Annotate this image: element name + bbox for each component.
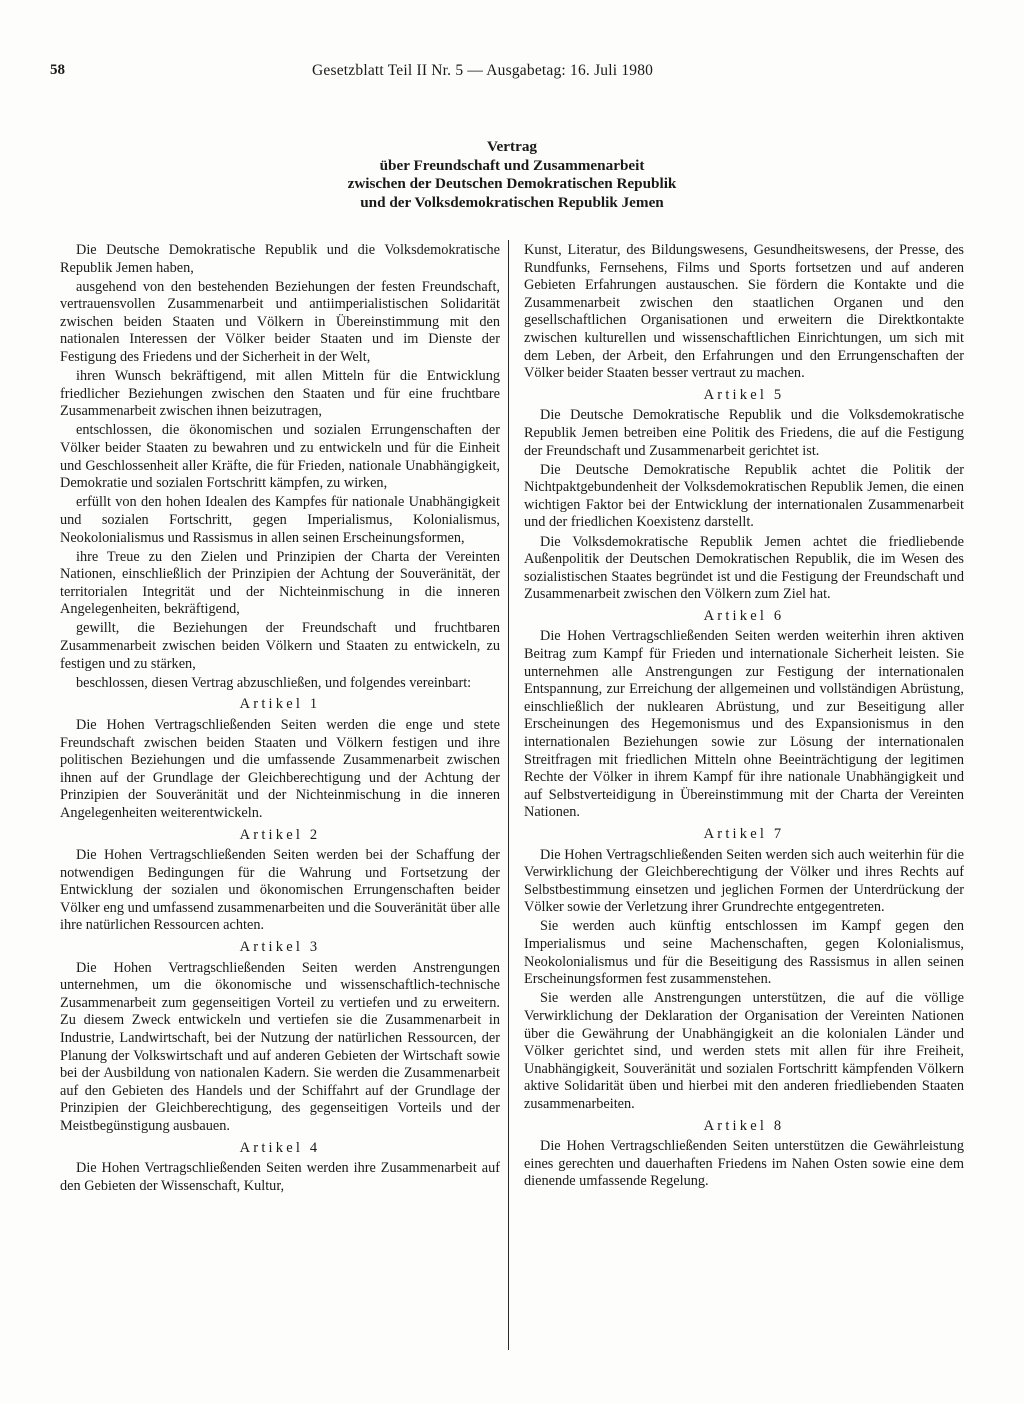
- right-column: [524, 242, 964, 1192]
- article-7-paragraph: Sie werden alle Anstrengungen unterstützen, die auf die völlige Verwirklichung der Deklaration der Organisation der Vereinten Nationen über die Gewährung der Unabhängigkeit an die kolonialen Länder und Völker gerichtet sind, und werden stets mit allen für ihre Freiheit, Unabhängigkeit, Souveränität und sozialen Fortschritt kämpfenden Völkern aktive Solidarität üben und hierbei mit den anderen friedliebenden Staaten zusammenarbeiten.: [524, 990, 964, 1112]
- preamble-paragraph: ihre Treue zu den Zielen und Prinzipien der Charta der Vereinten Nationen, einschließlich der Prinzipien der Achtung der Souveränität, der territorialen Integrität und der Nichteinmischung in die inneren Angelegenheiten, bekräftigend,: [60, 548, 500, 618]
- title-line-4: und der Volksdemokratischen Republik Jemen: [360, 193, 664, 211]
- article-1-text: Die Hohen Vertragschließenden Seiten werden die enge und stete Freundschaft zwischen beiden Staaten und Völkern festigen und ihre politischen Beziehungen und die umfassende Zusammenarbeit zwischen ihnen auf der Grundlage der Gleichberechtigung und der Achtung der Prinzipien der Souveränität und der Nichteinmischung in die inneren Angelegenheiten weiterentwickeln.: [60, 716, 500, 821]
- article-7-heading: Artikel 7: [703, 826, 785, 842]
- article-6-text: Die Hohen Vertragschließenden Seiten werden weiterhin ihren aktiven Beitrag zum Kampf für Frieden und internationale Sicherheit leisten. Sie unternehmen alle Anstrengungen zur Festigung der internationalen Entspannung, zur Erreichung der allgemeinen und vollständigen Abrüstung, einschließlich der nuklearen Abrüstung, und zur Beseitigung aller Erscheinungen des Hegemonismus und des Expansionismus in den internationalen Beziehungen sowie zur Lösung der internationalen Streitfragen mit friedlichen Mitteln ohne Beeinträchtigung der legitimen Rechte der Völker in ihrem Kampf für ihre nationale Unabhängigkeit und auf Selbstverteidigung in Übereinstimmung mit der Charta der Vereinten Nationen.: [524, 628, 964, 821]
- article-6-heading: Artikel 6: [703, 607, 785, 624]
- article-7-paragraph: Sie werden auch künftig entschlossen im Kampf gegen den Imperialismus und seine Machenschaften, gegen Kolonialismus, Neokolonialismus und für die Beseitigung des Rassismus in allen seinen Erscheinungsformen fest zusammenstehen.: [524, 918, 964, 988]
- article-2-heading: Artikel 2: [239, 826, 321, 843]
- article-8-text: Die Hohen Vertragschließenden Seiten unterstützen die Gewährleistung eines gerechten und dauerhaften Friedens im Nahen Osten sowie eine dem dienende umfassende Regelung.: [524, 1138, 964, 1190]
- page-header: [50, 62, 974, 82]
- running-head: Gesetzblatt Teil II Nr. 5 — Ausgabetag: 16. Juli 1980: [312, 62, 654, 79]
- article-3-text: Die Hohen Vertragschließenden Seiten werden Anstrengungen unternehmen, um die ökonomische und wissenschaftlich-technische Zusammenarbeit zum gegenseitigen Vorteil zu vertiefen und zu erweitern. Zu diesem Zweck entwickeln und vertiefen sie die Zusammenarbeit in Industrie, Landwirtschaft, bei der Nutzung der natürlichen Ressourcen, der Planung der Volkswirtschaft und auf anderen Gebieten der Wirtschaft sowie bei der Ausbildung von nationalen Kadern. Sie werden die Zusammenarbeit auf den Gebieten des Handels und der Schiffahrt auf der Grundlage der Prinzipien der Gleichberechtigung, des gegenseitigen Vorteils und der Meistbegünstigung ausbauen.: [60, 959, 500, 1134]
- column-divider: [508, 240, 509, 1350]
- preamble-paragraph: gewillt, die Beziehungen der Freundschaft und fruchtbaren Zusammenarbeit zwischen beiden Völkern und Staaten zu entwickeln, zu festigen und zu stärken,: [60, 620, 500, 672]
- treaty-title: [200, 138, 824, 212]
- preamble-paragraph: ausgehend von den bestehenden Beziehungen der festen Freundschaft, vertrauensvollen Zusammenarbeit und antiimperialistischen Solidarität zwischen beiden Staaten und Völkern in Übereinstimmung mit den nationalen Interessen der Völker beider Staaten und im Dienste der Festigung des Friedens und der Sicherheit in der Welt,: [60, 278, 500, 366]
- preamble-paragraph: erfüllt von den hohen Idealen des Kampfes für nationale Unabhängigkeit und sozialen Fortschritt, gegen Imperialismus, Kolonialismus, Neokolonialismus und Rassismus in allen seinen Erscheinungsformen,: [60, 494, 500, 546]
- left-column: [60, 242, 500, 1197]
- title-line-3: zwischen der Deutschen Demokratischen Republik: [347, 175, 677, 192]
- article-2-text: Die Hohen Vertragschließenden Seiten werden bei der Schaffung der notwendigen Bedingungen für die Wahrung und Fortsetzung der Entwicklung der sozialen und ökonomischen Errungenschaften beider Völker eng und umfassend zusammenarbeiten und die Souveränität über alle ihre natürlichen Ressourcen achten.: [60, 847, 500, 934]
- title-line-2: über Freundschaft und Zusammenarbeit: [379, 156, 645, 174]
- preamble-paragraph: Die Deutsche Demokratische Republik und die Volksdemokratische Republik Jemen haben,: [60, 242, 500, 276]
- article-5-paragraph: Die Volksdemokratische Republik Jemen achtet die friedliebende Außenpolitik der Deutschen Demokratischen Republik, die im Wesen des sozialistischen Staates begründet ist und die Festigung der Freundschaft und Zusammenarbeit zwischen den Völkern zum Ziel hat.: [524, 533, 964, 603]
- article-4-text: Die Hohen Vertragschließenden Seiten werden ihre Zusammenarbeit auf den Gebieten der Wissenschaft, Kultur,: [60, 1160, 500, 1194]
- article-5-paragraph: Die Deutsche Demokratische Republik achtet die Politik der Nichtpaktgebundenheit der Volksdemokratischen Republik Jemen, die einen wichtigen Faktor bei der Entwicklung der internationalen Zusammenarbeit und der friedlichen Koexistenz darstellt.: [524, 461, 964, 531]
- preamble-paragraph: ihren Wunsch bekräftigend, mit allen Mitteln für die Entwicklung friedlicher Beziehungen zwischen den Staaten und für eine fruchtbare Zusammenarbeit zwischen ihnen beizutragen,: [60, 368, 500, 420]
- article-8-heading: Artikel 8: [703, 1117, 785, 1134]
- article-3-heading: Artikel 3: [239, 939, 321, 956]
- article-5-heading: Artikel 5: [703, 386, 785, 403]
- title-line-1: Vertrag: [486, 138, 538, 155]
- article-4-continuation: Kunst, Literatur, des Bildungswesens, Gesundheitswesens, der Presse, des Rundfunks, Fernsehens, Films und Sports fortsetzen und auf anderen Gebieten Erfahrungen austauschen. Sie fördern die Kontakte und die Zusammenarbeit zwischen den staatlichen Organen und den gesellschaftlichen Organisationen und erweitern die Direktkontakte zwischen kulturellen und wissenschaftlichen Einrichtungen, um sich mit dem Leben, der Arbeit, den Erfahrungen und den Errungenschaften der Völker beider Staaten besser vertraut zu machen.: [524, 242, 964, 382]
- preamble-paragraph: beschlossen, diesen Vertrag abzuschließen, und folgendes vereinbart:: [76, 674, 472, 691]
- article-1-heading: Artikel 1: [239, 696, 321, 713]
- page-number: 58: [50, 62, 65, 78]
- article-7-paragraph: Die Hohen Vertragschließenden Seiten werden sich auch weiterhin für die Verwirklichung der Gleichberechtigung der Völker und ihres Rechts auf Selbstbestimmung einsetzen und jeglichen Formen der Unterdrückung der Völker sowie der Verletzung ihrer Grundrechte entgegentreten.: [524, 846, 964, 916]
- article-4-heading: Artikel 4: [239, 1139, 321, 1156]
- preamble-paragraph: entschlossen, die ökonomischen und sozialen Errungenschaften der Völker beider Staaten zu bewahren und zu entwickeln und für die Einheit und Geschlossenheit aller Kräfte, die für Frieden, nationale Unabhängigkeit, Demokratie und sozialen Fortschritt kämpfen, zu wirken,: [60, 422, 500, 492]
- article-5-paragraph: Die Deutsche Demokratische Republik und die Volksdemokratische Republik Jemen betreiben eine Politik des Friedens, die auf die Festigung der Freundschaft und Zusammenarbeit gerichtet ist.: [524, 407, 964, 459]
